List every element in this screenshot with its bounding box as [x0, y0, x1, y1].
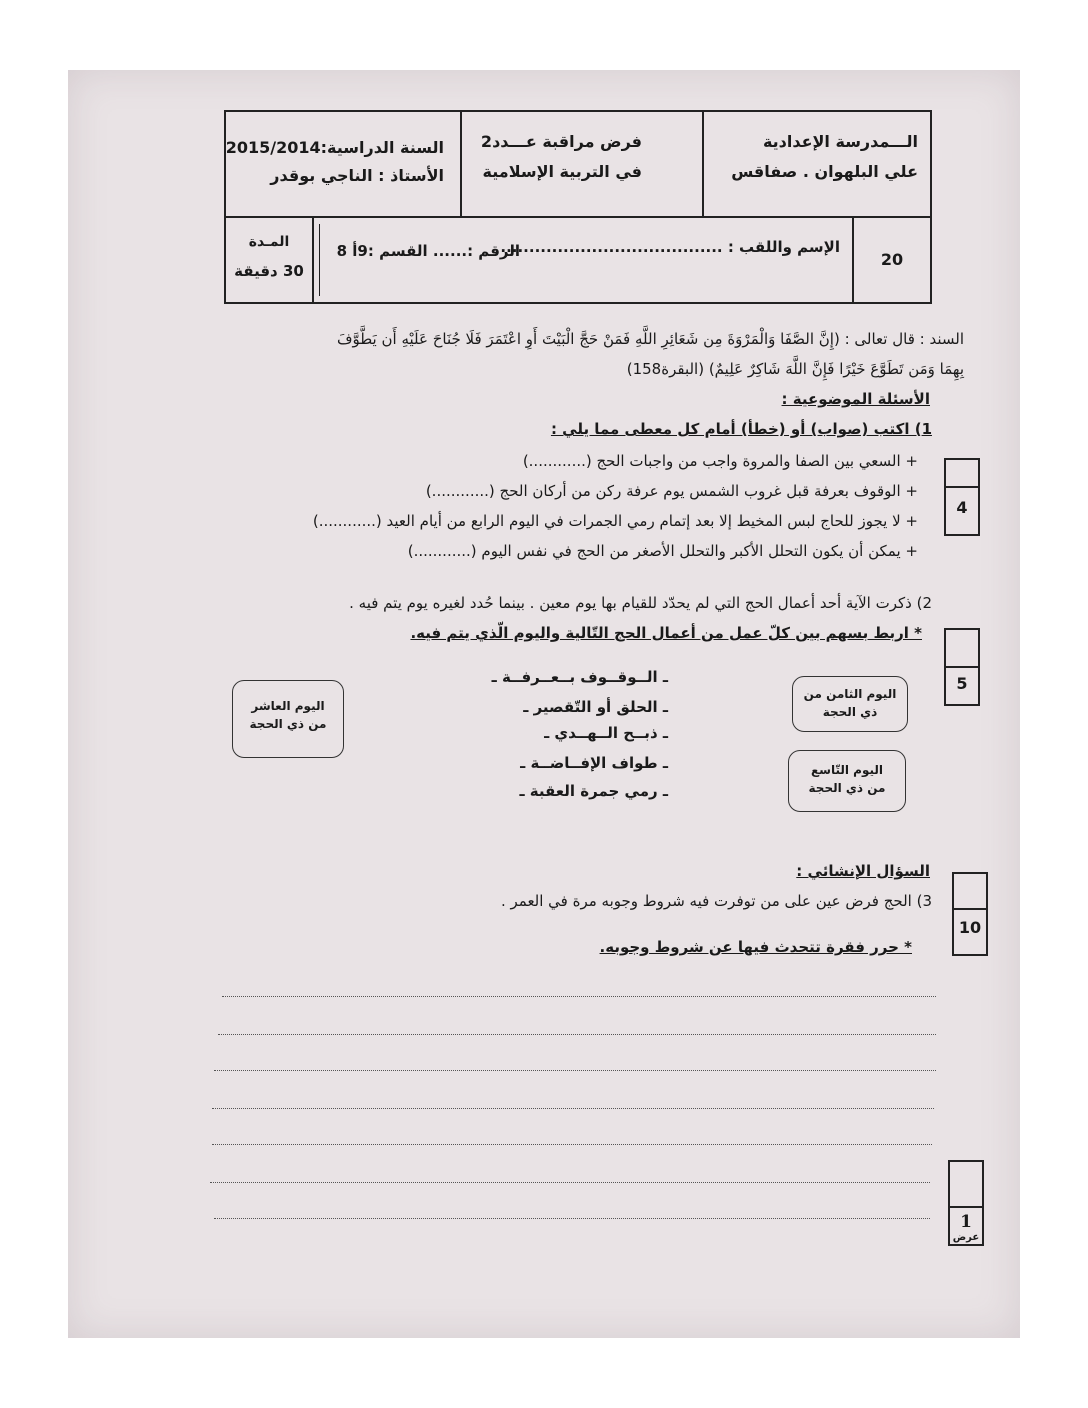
q1-title: 1) اكتب (صواب) أو (خطأ) أمام كل معطى مما يلي :: [550, 420, 932, 438]
day-9-line-2: من ذي الحجة: [808, 781, 886, 795]
header-row-bottom: [226, 216, 930, 302]
day-10-line-1: اليوم العاشر: [251, 699, 325, 713]
writing-line[interactable]: [218, 1034, 936, 1035]
duration-cell: [226, 216, 314, 302]
school-name: الـــمدرسة الإعدادية: [762, 132, 918, 151]
q3-instruction: * حرر فقرة تتحدث فيها عن شروط وجوبه.: [599, 938, 912, 956]
student-number-field[interactable]: الرقم :...... القسم :9أ 8: [336, 242, 520, 260]
q1-item-2: + الوقوف بعرفة قبل غروب الشمس يوم عرفة ركن من أركان الحج (............): [425, 482, 918, 500]
total-score: 20: [880, 250, 904, 269]
school-cell: [704, 112, 930, 216]
header-table: [224, 110, 932, 304]
q2-action-1: ـ الــوقــوف بــعــرفــة ـ: [491, 668, 668, 686]
essay-title: السؤال الإنشائي :: [796, 862, 930, 880]
q3-title: 3) الحج فرض عين على من توفرت فيه شروط وجوبه مرة في العمر .: [500, 892, 932, 910]
q3-score: 10: [958, 918, 982, 937]
writing-line[interactable]: [210, 1182, 930, 1183]
q1-item-3: + لا يجوز للحاج لبس المخيط إلا بعد إتمام رمي الجمرات في اليوم الرابع من أيام العيد (............): [312, 512, 918, 530]
source-line-2: بِهِمَا وَمَن تَطَوَّعَ خَيْرًا فَإِنَّ اللَّهَ شَاكِرٌ عَلِيمٌ) (البقرة158): [626, 360, 964, 378]
day-9-line-1: اليوم التّاسع: [810, 763, 884, 777]
day-8-box: [792, 676, 908, 732]
q2-action-5: ـ رمي جمرة العقبة ـ: [519, 782, 668, 800]
q2-score: 5: [956, 674, 968, 693]
exam-cell: [460, 112, 704, 216]
student-name-field[interactable]: الإسم واللقب : .......................................: [500, 238, 840, 256]
q2-score-box: [944, 628, 980, 706]
q2-action-3: ـ ذبــح الــهــدي ـ: [544, 724, 668, 742]
school-location: علي البلهوان . صفاقس: [731, 162, 918, 181]
day-8-line-1: اليوم الثامن من: [803, 687, 897, 701]
school-year: السنة الدراسية:2015/2014: [225, 138, 444, 157]
objective-title: الأسئلة الموضوعية :: [781, 390, 930, 408]
presentation-label: عرض: [952, 1232, 980, 1243]
exam-subject: في التربية الإسلامية: [482, 162, 642, 181]
q1-score: 4: [956, 498, 968, 517]
q2-action-2: ـ الحلق أو التّقصير ـ: [523, 698, 668, 716]
header-row-top: [226, 112, 930, 218]
duration-value: 30 دقيقة: [234, 262, 304, 280]
day-8-line-2: ذي الحجة: [822, 705, 878, 719]
q2-title: 2) ذكرت الآية أحد أعمال الحج التي لم يحدّد للقيام بها يوم معين . بينما حُدد لغيره يوم يتم فيه .: [349, 594, 932, 612]
q3-score-box: [952, 872, 988, 956]
day-10-box: [232, 680, 344, 758]
total-score-cell: [852, 216, 930, 302]
presentation-score: 1: [960, 1212, 972, 1232]
source-line-1: السند : قال تعالى : (إِنَّ الصَّفَا وَالْمَرْوَةَ مِن شَعَائِرِ اللَّهِ فَمَنْ حَجَّ الْبَيْتَ أَوِ اعْتَمَرَ فَلَا جُنَاحَ عَلَيْهِ أَن يَطَّوَّفَ: [336, 330, 964, 348]
writing-line[interactable]: [212, 1108, 934, 1109]
writing-line[interactable]: [212, 1144, 932, 1145]
q1-item-1: + السعي بين الصفا والمروة واجب من واجبات الحج (............): [522, 452, 918, 470]
q1-score-box: [944, 458, 980, 536]
q2-action-4: ـ طواف الإفــاضــة ـ: [520, 754, 668, 772]
exam-title: فرض مراقبة عـــدد2: [480, 132, 642, 151]
day-9-box: [788, 750, 906, 812]
year-cell: [226, 112, 460, 216]
duration-label: المـدة: [248, 234, 290, 250]
teacher-name: الأستاذ : الناجي بوقدر: [270, 166, 444, 185]
day-10-line-2: من ذي الحجة: [249, 717, 327, 731]
writing-line[interactable]: [214, 1070, 936, 1071]
writing-line[interactable]: [222, 996, 936, 997]
q2-instruction: * اربط بسهم بين كلّ عمل من أعمال الحج التّالية واليوم الّذي يتم فيه.: [410, 624, 922, 642]
q1-item-4: + يمكن أن يكون التحلل الأكبر والتحلل الأصغر من الحج في نفس اليوم (............): [407, 542, 918, 560]
presentation-score-box: [948, 1160, 984, 1246]
writing-line[interactable]: [214, 1218, 930, 1219]
header-divider: [319, 224, 840, 296]
